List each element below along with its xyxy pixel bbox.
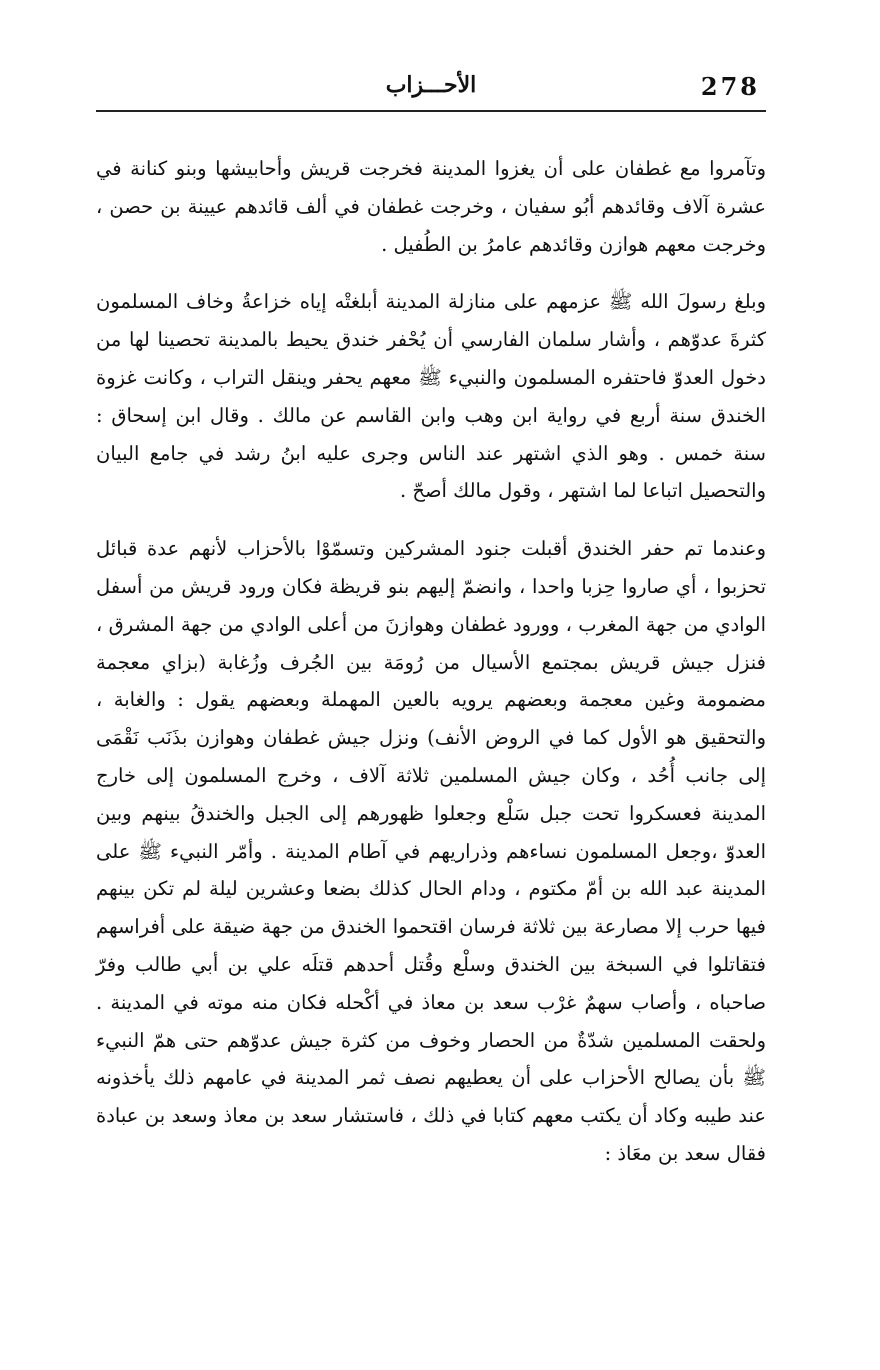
header-divider (96, 110, 766, 112)
running-title: الأحـــزاب (385, 72, 477, 98)
page-number: 278 (700, 72, 760, 101)
paragraph-1: وتآمروا مع غطفان على أن يغزوا المدينة فخرجت قريش وأحابيشها وبنو كنانة في عشرة آلاف وقائدهم أبُو سفيان ، وخرجت غطفان في ألف قائدهم عيينة بن حصن ، وخرجت معهم هوازن وقائدهم عامرُ بن الطُفيل . (96, 157, 766, 256)
page-header (96, 64, 766, 110)
paragraph-3: وعندما تم حفر الخندق أقبلت جنود المشركين وتسمّوْا بالأحزاب لأنهم عدة قبائل تحزبوا ، أي صاروا حِزبا واحدا ، وانضمّ إليهم بنو قريظة فكان ورود قريش من أسفل الوادي من جهة المغرب ، وورود غطفان وهوازنَ من أعلى الوادي من جهة المشرق ، فنزل جيش قريش بمجتمع الأسيال من رُومَة بين الجُرف وزُغابة (بزاي معجمة مضمومة وغين معجمة وبعضهم يرويه بالعين المهملة وبعضهم يقول : والغابة ، والتحقيق هو الأول كما في الروض الأنف) ونزل جيش غطفان وهوازن بذَنَب نَقْمَى إلى جانب أُحُد ، وكان جيش المسلمين ثلاثة آلاف ، وخرج المسلمون إلى خارج المدينة فعسكروا تحت جبل سَلْع وجعلوا ظهورهم إلى الجبل والخندقُ بينهم وبين العدوّ ،وجعل المسلمون نساءهم وذراريهم في آطام المدينة . وأمّر النبيء ﷺ على المدينة عبد الله بن أمّ مكتوم ، ودام الحال كذلك بضعا وعشرين ليلة لم تكن بينهم فيها حرب إلا مصارعة بين ثلاثة فرسان اقتحموا الخندق من جهة ضيقة على أفراسهم فتقاتلوا في السبخة بين الخندق وسلْع وقُتل أحدهم قتلَه علي بن أبي طالب وفرّ صاحباه ، وأصاب سهمٌ غرْب سعد بن معاذ في أكْحله فكان منه موته في المدينة . ولحقت المسلمين شدّةٌ من الحصار وخوف من كثرة جيش عدوّهم حتى همّ النبيء ﷺ بأن يصالح الأحزاب على أن يعطيهم نصف ثمر المدينة في عامهم ذلك يأخذونه عند طيبه وكاد أن يكتب معهم كتابا في ذلك ، فاستشار سعد بن معاذ وسعد بن عبادة فقال سعد بن معَاذ : (96, 537, 766, 1165)
body-text (96, 150, 766, 1173)
paragraph-2: وبلغ رسولَ الله ﷺ عزمهم على منازلة المدينة أبلغتْه إياه خزاعةُ وخاف المسلمون كثرةَ عدوّهم ، وأشار سلمان الفارسي أن يُحْفر خندق يحيط بالمدينة تحصينا لها من دخول العدوّ فاحتفره المسلمون والنبيء ﷺ معهم يحفر وينقل التراب ، وكانت غزوة الخندق سنة أربع في رواية ابن وهب وابن القاسم عن مالك . وقال ابن إسحاق : سنة خمس . وهو الذي اشتهر عند الناس وجرى عليه ابنُ رشد في جامع البيان والتحصيل اتباعا لما اشتهر ، وقول مالك أصحّ . (96, 290, 766, 503)
